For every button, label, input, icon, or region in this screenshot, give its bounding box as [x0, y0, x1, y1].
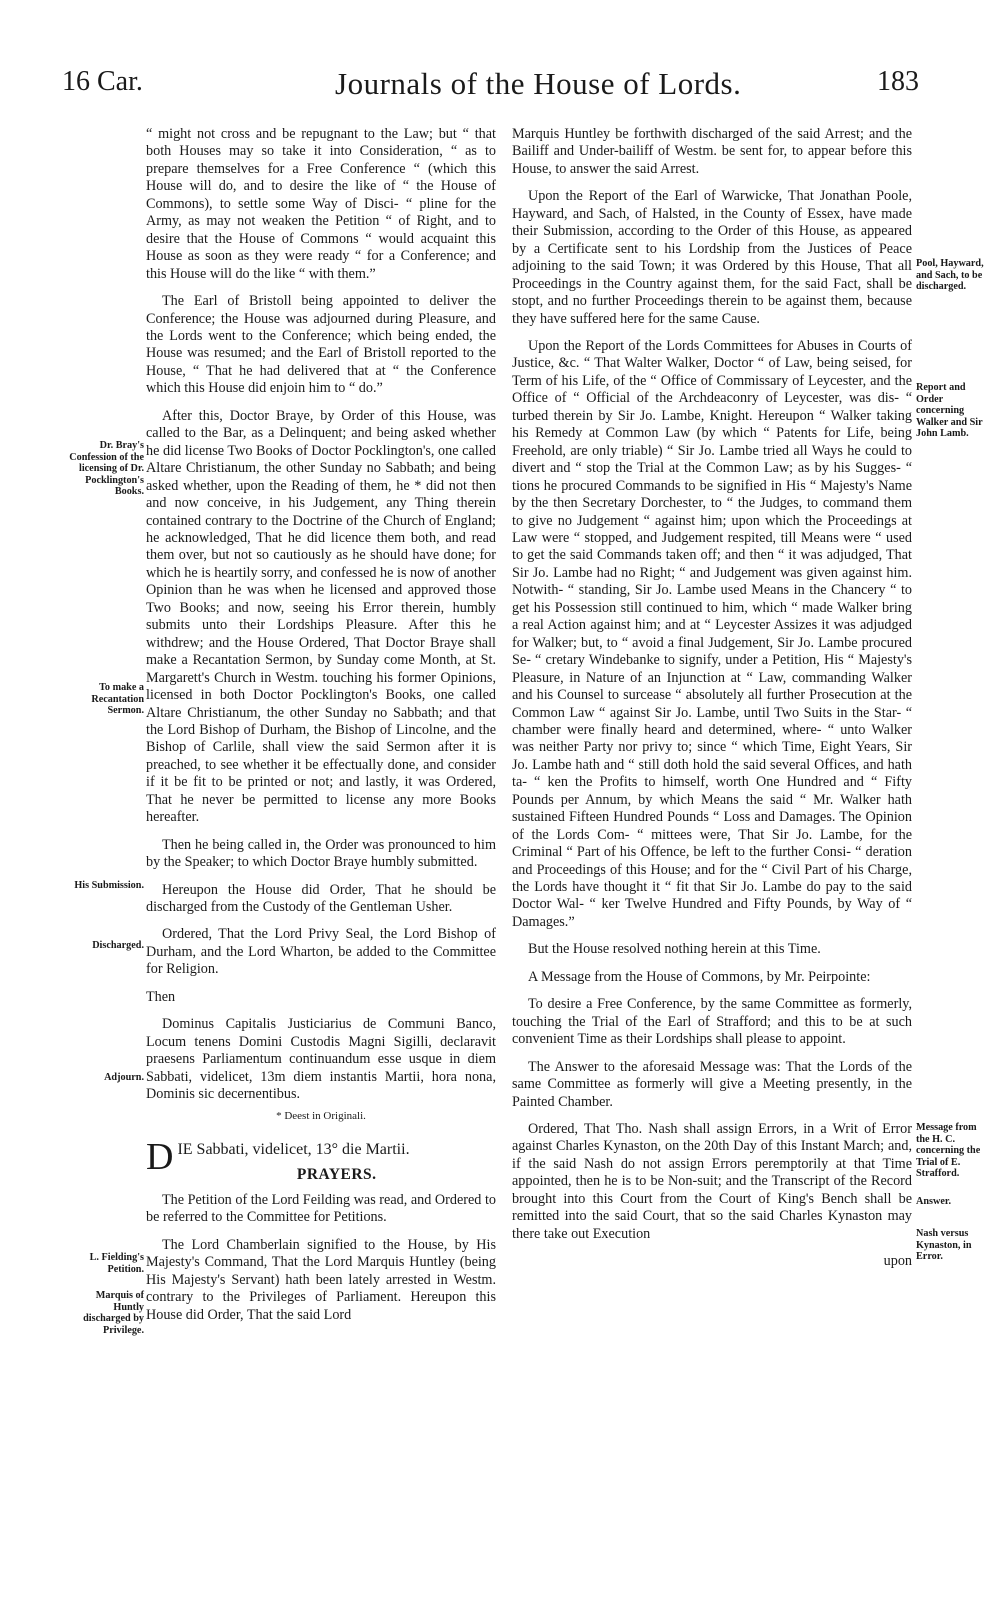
right-column	[512, 126, 912, 1281]
paragraph: The Lord Chamberlain signified to the House, by His Majesty's Command, That the Lord Marquis Huntley (being His Majesty's Servant) hath been lately arrested in Westm. contrary to the Privileges of Parliament. Hereupon this House did Order, That the said Lord	[146, 1236, 496, 1323]
margin-note-adjourn: Adjourn.	[104, 1072, 144, 1083]
margin-note-discharged: Discharged.	[92, 940, 144, 951]
running-header-left: 16 Car.	[62, 66, 143, 97]
margin-note-answer: Answer.	[916, 1196, 951, 1207]
margin-note-nash: Nash versus Kynaston, in Error.	[916, 1228, 972, 1262]
paragraph: Upon the Report of the Earl of Warwicke, That Jonathan Poole, Hayward, and Sach, of Halsted, in the County of Essex, have made their Submission, according to the Order of this House, as appeared by a Certificate sent to his Lordship from the Justices of Peace adjoining to the said Town; it was Ordered by this House, That all Proceedings in the Country against them, for the said Fact, shall be stopt, and no further Proceedings therein to be against them, because they have suffered here for the same Cause.	[512, 188, 912, 327]
catchword: upon	[883, 1253, 912, 1270]
margin-note-pool: Pool, Hayward, and Sach, to be discharged.	[916, 258, 984, 292]
paragraph: Then he being called in, the Order was pronounced to him by the Speaker; to which Doctor Braye humbly submitted.	[146, 836, 496, 871]
paragraph: Then	[146, 988, 176, 1005]
paragraph: After this, Doctor Braye, by Order of this House, was called to the Bar, as a Delinquent; and being asked whether he did license Two Books of Doctor Pocklington's, one called Altare Christianum, the other Sunday no Sabbath; and being asked whether, upon the Reading of them, he * did not then and now conceive, in his Judgement, any Thing therein contained contrary to the Doctrine of the Church of England; he acknowledged, That he did licence them both, and read them over, but not so cautiously as he should have done; for which he is heartily sorry, and confessed he is now of another Opinion than he was when he licensed and approved those Two Books; and now, seeing his Error therein, humbly submits unto their Lordships Pleasure. After this he withdrew; and the House Ordered, That Doctor Braye shall make a Recantation Sermon, by Sunday come Month, at St. Margarett's Church in Westm. touching his former Opinions, licensed in both Doctor Pocklington's Books, one called Altare Christianum, the other Sunday no Sabbath; and that the Lord Bishop of Durham, the Bishop of Lincolne, and the Bishop of Carlile, shall view the said Sermon after it is preached, to see whether it be effectually done, and consider if it be fit to be printed or not; and lastly, it was Ordered, That he never be permitted to license any more Books hereafter.	[146, 407, 496, 826]
paragraph: To desire a Free Conference, by the same Committee as formerly, touching the Trial of the Earl of Strafford; and this to be at such convenient Time as their Lordships shall please to appoint.	[512, 996, 912, 1048]
margin-note-fielding: L. Fielding's Petition.	[89, 1252, 144, 1275]
page-number: 183	[877, 66, 919, 97]
paragraph: Hereupon the House did Order, That he should be discharged from the Custody of the Gentleman Usher.	[146, 881, 496, 916]
paragraph: A Message from the House of Commons, by Mr. Peirpointe:	[528, 968, 871, 985]
paragraph: Upon the Report of the Lords Committees for Abuses in Courts of Justice, &c. “ That Walter Walker, Doctor “ of Law, being seised, for Term of his Life, of the “ Office of Commissary of Leycester, and the Office of “ Official of the Archdeaconry of Leycester, was dis- “ turbed therein by Sir Jo. Lambe, Knight. Hereupon “ Walker taking his Remedy at Common Law (by which “ Patents for Life, being Freehold, are only triable) “ Sir Jo. Lambe tried all Ways he could to divert and “ stop the Trial at the Common Law; as by his Sugges- “ tions he procured Commands to be signified in His “ Majesty's Name by the then Secretary Dorchester, to “ the Judges, to command them to give no Judgement “ against him; upon which the Proceedings at Law were “ stopped, and Judgement respited, till Means were “ used to get the said Commands taken off; and then “ it was adjudged, That Sir Jo. Lambe had no Right; “ and Judgement was given against him. Notwith- “ standing, Sir Jo. Lambe used Means in the Chancery “ to get his Possession still continued to him, which “ made Walker bring a real Action against him; and at “ Leycester Assizes it was adjudged for Walker; but, to “ avoid a final Judgement, Sir Jo. Lambe procured Se- “ cretary Windebanke to signify, under a Petition, His “ Majesty's Pleasure, in Nature of an Injunction at “ Law, commanding Walker and his Counsel to surcease “ absolutely all further Prosecution at the Common Law “ against Sir Jo. Lambe, until Two Suits in the Star- “ chamber were finally heard and determined, where- “ unto Walker was neither Party nor privy to; since “ which Time, Eight Years, Sir Jo. Lambe hath and “ still doth hold the said several Offices, and hath ta- “ ken the Profits to himself, worth One Hundred and “ Fifty Pounds per Annum, by which Means the said “ Mr. Walker hath sustained Fifteen Hundred Pounds “ Loss and Damages. The Opinion of the Lords Com- “ mittees were, That Sir Jo. Lambe, for the Criminal “ Part of his Offence, be left to the further Consi- “ deration and Proceedings of this House; and for the “ Civil Part of his Charge, the Lords have thought it “ fit that Sir Jo. Lambe do pay to the said Doctor Wal- “ ker Twelve Hundred and Fifty Pounds, by Way of “ Damages.”	[512, 337, 912, 930]
footnote: * Deest in Originali.	[276, 1109, 366, 1122]
prayers-heading: PRAYERS.	[296, 1166, 377, 1184]
paragraph: “ might not cross and be repugnant to the Law; but “ that both Houses may so take it into Consideration, “ as to prepare themselves for a Free Conference “ (which this House will do, and to desire the like of “ the House of Commons), to settle some Way of Disci- “ pline for the Army, as may not weaken the Petition “ of Right, and to desire that the House of Commons “ would acquaint this House as soon as they were ready “ for a Conference; and this House will do the like “ with them.”	[146, 126, 496, 282]
margin-note-recantation: To make a Recantation Sermon.	[91, 682, 144, 716]
paragraph: Dominus Capitalis Justiciarius de Communi Banco, Locum tenens Domini Custodis Magni Sigilli, declaravit praesens Parliamentum continuandum esse usque in diem Sabbati, videlicet, 13m diem instantis Martii, hora nona, Dominis sic decernentibus.	[146, 1016, 496, 1103]
paragraph: The Answer to the aforesaid Message was: That the Lords of the same Committee as formerly will give a Meeting presently, in the Painted Chamber.	[512, 1058, 912, 1110]
paragraph: Ordered, That the Lord Privy Seal, the Lord Bishop of Durham, and the Lord Wharton, be added to the Committee for Religion.	[146, 926, 496, 978]
paragraph: Ordered, That Tho. Nash shall assign Errors, in a Writ of Error against Charles Kynaston, on the 20th Day of this Instant March; and, if the said Nash do not assign Errors peremptorily at that Time appointed, then he is to be Non-suit; and the Transcript of the Record brought into this Court from the Court of King's Bench shall be remitted into the said Court, that so the said Charles Kynaston may there take out Execution	[512, 1121, 912, 1242]
margin-note-message: Message from the H. C. concerning the Trial of E. Strafford.	[916, 1122, 981, 1179]
margin-note-walker: Report and Order concerning Walker and Sir John Lamb.	[916, 382, 983, 439]
paragraph: The Petition of the Lord Feilding was read, and Ordered to be referred to the Committee for Petitions.	[146, 1191, 496, 1226]
left-column	[146, 126, 496, 1334]
drop-cap: D	[146, 1136, 174, 1179]
margin-note-braye: Dr. Bray's Confession of the licensing of Dr. Pocklington's Books.	[69, 440, 144, 497]
margin-note-huntly: Marquis of Huntly discharged by Privilege.	[83, 1290, 144, 1336]
margin-note-submission: His Submission.	[74, 880, 144, 891]
running-header-title: Journals of the House of Lords.	[335, 66, 742, 101]
paragraph: But the House resolved nothing herein at this Time.	[528, 941, 821, 958]
paragraph: Marquis Huntley be forthwith discharged of the said Arrest; and the Bailiff and Under-bailiff of Westm. be sent for, to appear before this House, to answer the said Arrest.	[512, 126, 912, 177]
day-heading-text: IE Sabbati, videlicet, 13° die Martii.	[177, 1141, 410, 1159]
paragraph: The Earl of Bristoll being appointed to deliver the Conference; the House was adjourned during Pleasure, and the Lords went to the Conference; which being ended, the House was resumed; and the Earl of Bristoll reported to the House, “ That he had delivered that at “ the Conference which this House did enjoin him to “ do.”	[146, 293, 496, 397]
